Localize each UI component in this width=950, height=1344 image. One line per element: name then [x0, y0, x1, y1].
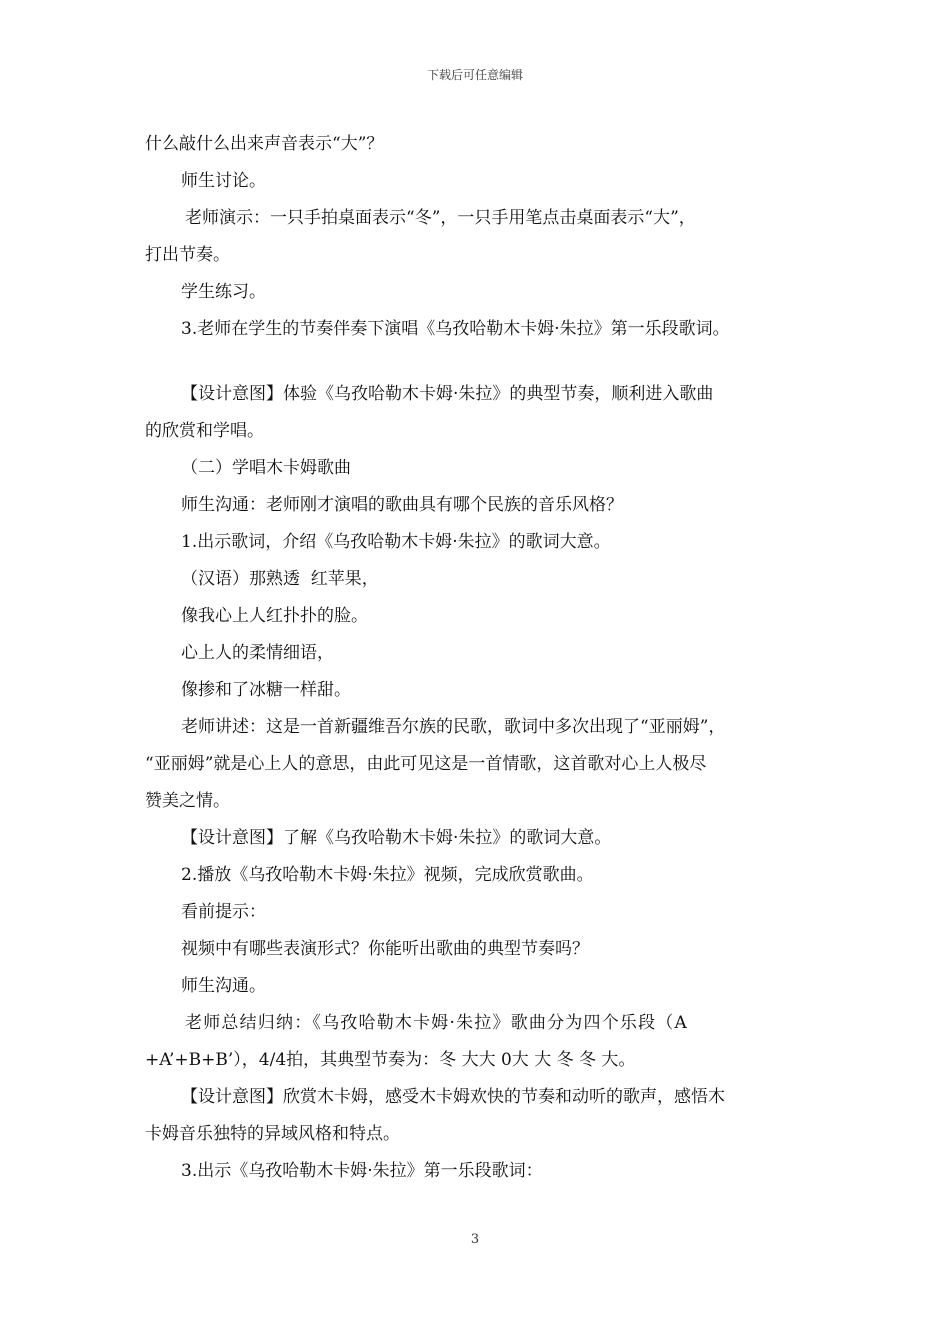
paragraph: 师生讨论。 — [181, 171, 266, 191]
paragraph: 老师讲述：这是一首新疆维吾尔族的民歌，歌词中多次出现了“亚丽姆”， — [181, 717, 726, 737]
paragraph: 卡姆音乐独特的异域风格和特点。 — [145, 1124, 400, 1144]
paragraph: 3.老师在学生的节奏伴奏下演唱《乌孜哈勒木卡姆·朱拉》第一乐段歌词。 — [181, 319, 730, 339]
section-heading: （二）学唱木卡姆歌曲 — [181, 458, 351, 478]
page-number: 3 — [470, 1232, 480, 1247]
lyric-line: 心上人的柔情细语， — [181, 643, 334, 663]
paragraph: 学生练习。 — [181, 282, 266, 302]
lyric-line: 像掺和了冰糖一样甜。 — [181, 680, 351, 700]
paragraph: 视频中有哪些表演形式？你能听出歌曲的典型节奏吗？ — [181, 939, 589, 959]
design-intent: 【设计意图】了解《乌孜哈勒木卡姆·朱拉》的歌词大意。 — [181, 828, 612, 848]
page-header: 下载后可任意编辑 — [426, 68, 523, 82]
paragraph: 1.出示歌词，介绍《乌孜哈勒木卡姆·朱拉》的歌词大意。 — [181, 532, 611, 552]
paragraph: 师生沟通：老师刚才演唱的歌曲具有哪个民族的音乐风格？ — [181, 495, 623, 515]
paragraph: 3.出示《乌孜哈勒木卡姆·朱拉》第一乐段歌词： — [181, 1161, 543, 1181]
lyric-line: （汉语）那熟透 红苹果， — [181, 569, 379, 589]
design-intent: 【设计意图】欣赏木卡姆，感受木卡姆欢快的节奏和动听的歌声，感悟木 — [181, 1087, 725, 1107]
paragraph: 打出节奏。 — [145, 245, 230, 265]
paragraph: 看前提示： — [181, 902, 266, 922]
design-intent: 【设计意图】体验《乌孜哈勒木卡姆·朱拉》的典型节奏，顺利进入歌曲 — [181, 384, 714, 404]
paragraph: 2.播放《乌孜哈勒木卡姆·朱拉》视频，完成欣赏歌曲。 — [181, 865, 594, 885]
paragraph: 老师总结归纳：《乌孜哈勒木卡姆·朱拉》歌曲分为四个乐段（A — [185, 1013, 688, 1033]
paragraph: “亚丽姆”就是心上人的意思，由此可见这是一首情歌，这首歌对心上人极尽 — [145, 754, 707, 774]
document-body — [145, 126, 815, 1190]
paragraph-spacer — [145, 348, 815, 376]
paragraph: 什么敲什么出来声音表示“大”？ — [145, 134, 384, 154]
paragraph: 师生沟通。 — [181, 976, 266, 996]
paragraph: 的欣赏和学唱。 — [145, 421, 264, 441]
lyric-line: 像我心上人红扑扑的脸。 — [181, 606, 368, 626]
paragraph: 老师演示：一只手拍桌面表示“冬”，一只手用笔点击桌面表示“大”， — [185, 208, 696, 228]
paragraph: 赞美之情。 — [145, 791, 230, 811]
paragraph: +A’+B+B’），4/4拍，其典型节奏为：冬 大大 0大 大 冬 冬 大。 — [145, 1050, 636, 1070]
